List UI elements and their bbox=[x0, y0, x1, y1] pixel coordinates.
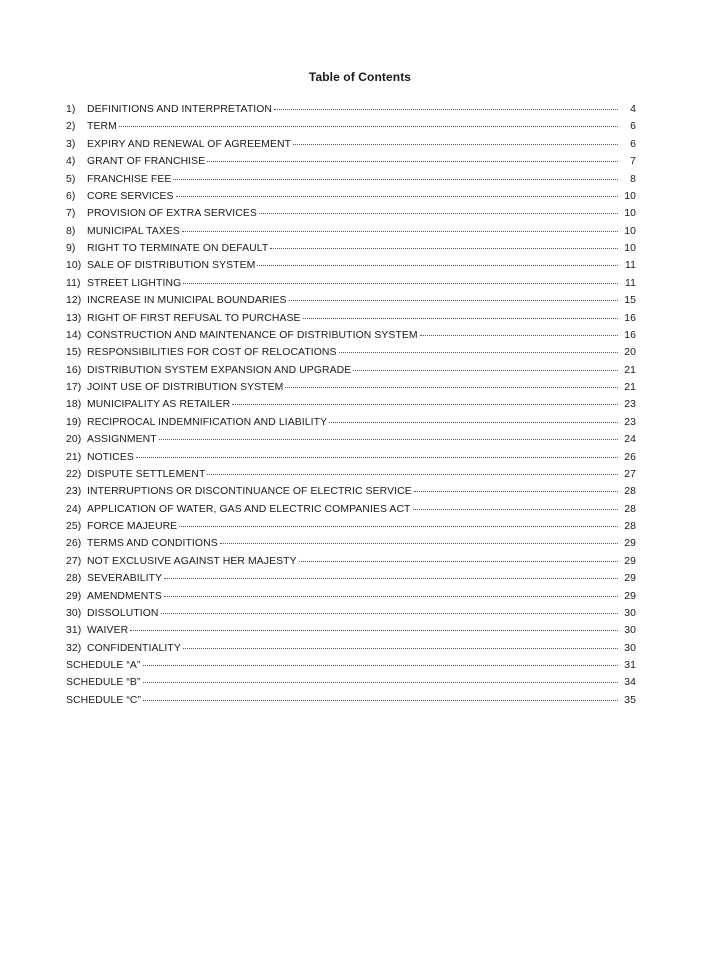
toc-entry-page-number: 29 bbox=[624, 538, 636, 550]
toc-dot-leader bbox=[413, 509, 618, 510]
toc-entry-number: 24) bbox=[66, 503, 82, 515]
toc-entry-number: 23) bbox=[66, 486, 82, 498]
toc-entry[interactable] bbox=[66, 573, 636, 590]
toc-dot-leader bbox=[414, 491, 618, 492]
toc-entry-page-number: 29 bbox=[624, 555, 636, 567]
toc-entry-number: 29) bbox=[66, 590, 82, 602]
toc-entry-number: 27) bbox=[66, 555, 82, 567]
toc-dot-leader bbox=[207, 161, 618, 162]
toc-entry-page-number: 30 bbox=[624, 607, 636, 619]
toc-dot-leader bbox=[420, 335, 618, 336]
toc-dot-leader bbox=[179, 526, 618, 527]
toc-dot-leader bbox=[182, 231, 618, 232]
toc-dot-leader bbox=[176, 196, 618, 197]
toc-entry-page-number: 21 bbox=[624, 382, 636, 393]
toc-entry-title: TERM bbox=[87, 121, 117, 133]
toc-entry-title: FORCE MAJEURE bbox=[87, 521, 178, 532]
toc-entry[interactable] bbox=[66, 434, 636, 451]
toc-dot-leader bbox=[299, 561, 618, 562]
toc-entry[interactable] bbox=[66, 243, 636, 260]
toc-list bbox=[66, 104, 636, 712]
toc-dot-leader bbox=[143, 700, 618, 701]
toc-entry-title: RESPONSIBILITIES FOR COST OF RELOCATIONS bbox=[87, 347, 337, 359]
toc-entry-page-number: 16 bbox=[624, 312, 636, 324]
toc-dot-leader bbox=[136, 457, 618, 458]
toc-entry-number: 18) bbox=[66, 399, 82, 411]
toc-entry[interactable] bbox=[66, 538, 636, 555]
toc-entry-title: RIGHT OF FIRST REFUSAL TO PURCHASE bbox=[87, 312, 301, 324]
toc-entry-title: ASSIGNMENT bbox=[87, 434, 157, 446]
toc-entry-number: 3) bbox=[66, 138, 76, 150]
toc-dot-leader bbox=[274, 109, 618, 110]
toc-entry-title: WAIVER bbox=[87, 625, 129, 637]
toc-entry[interactable] bbox=[66, 226, 636, 243]
toc-entry-number: 19) bbox=[66, 416, 82, 428]
toc-dot-leader bbox=[270, 248, 618, 249]
toc-entry[interactable] bbox=[66, 295, 636, 312]
toc-entry-page-number: 23 bbox=[624, 399, 636, 411]
toc-entry-page-number: 28 bbox=[624, 521, 636, 532]
toc-entry-page-number: 28 bbox=[624, 486, 636, 498]
toc-dot-leader bbox=[303, 318, 618, 319]
toc-entry-number: 8) bbox=[66, 225, 76, 237]
toc-entry-title: RECIPROCAL INDEMNIFICATION AND LIABILITY bbox=[87, 416, 328, 428]
toc-entry[interactable] bbox=[66, 104, 636, 121]
toc-entry-title: EXPIRY AND RENEWAL OF AGREEMENT bbox=[87, 138, 292, 150]
toc-entry-title: INCREASE IN MUNICIPAL BOUNDARIES bbox=[87, 295, 287, 307]
toc-entry-number: 10) bbox=[66, 260, 82, 272]
toc-entry-number: 32) bbox=[66, 642, 82, 654]
toc-entry-title: CORE SERVICES bbox=[87, 190, 174, 202]
toc-entry-number: 22) bbox=[66, 468, 82, 480]
toc-dot-leader bbox=[293, 144, 618, 145]
toc-entry[interactable] bbox=[66, 121, 636, 138]
toc-entry-number: 28) bbox=[66, 573, 82, 585]
toc-entry-page-number: 10 bbox=[624, 208, 636, 220]
toc-entry[interactable] bbox=[66, 365, 636, 382]
toc-entry-number: 2) bbox=[66, 121, 76, 133]
toc-entry-page-number: 16 bbox=[624, 329, 636, 341]
toc-entry-number: 16) bbox=[66, 364, 82, 376]
toc-entry-page-number: 23 bbox=[624, 416, 636, 428]
toc-dot-leader bbox=[207, 474, 618, 475]
toc-entry-page-number: 21 bbox=[624, 364, 636, 376]
toc-entry[interactable] bbox=[66, 156, 636, 173]
toc-entry-number: 6) bbox=[66, 190, 76, 202]
toc-entry[interactable] bbox=[66, 191, 636, 208]
toc-entry[interactable] bbox=[66, 417, 636, 434]
toc-entry-page-number: 10 bbox=[624, 225, 636, 237]
toc-dot-leader bbox=[143, 665, 618, 666]
toc-dot-leader bbox=[119, 126, 618, 127]
toc-entry-title: DISTRIBUTION SYSTEM EXPANSION AND UPGRADE bbox=[87, 364, 352, 376]
toc-entry-title: MUNICIPAL TAXES bbox=[87, 225, 180, 237]
toc-entry[interactable] bbox=[66, 677, 636, 694]
toc-entry-page-number: 10 bbox=[624, 190, 636, 202]
toc-entry-title: SCHEDULE “B” bbox=[66, 677, 141, 689]
toc-entry-page-number: 6 bbox=[630, 121, 636, 133]
toc-entry-number: 7) bbox=[66, 208, 76, 220]
toc-entry-page-number: 11 bbox=[625, 277, 636, 289]
toc-entry-page-number: 30 bbox=[624, 625, 636, 637]
toc-dot-leader bbox=[159, 439, 618, 440]
toc-entry-title: NOT EXCLUSIVE AGAINST HER MAJESTY bbox=[87, 555, 297, 567]
toc-entry[interactable] bbox=[66, 521, 636, 538]
toc-entry-title: JOINT USE OF DISTRIBUTION SYSTEM bbox=[87, 382, 284, 393]
toc-entry[interactable] bbox=[66, 625, 636, 642]
toc-entry-number: 9) bbox=[66, 243, 76, 254]
toc-dot-leader bbox=[353, 370, 618, 371]
toc-entry-title: PROVISION OF EXTRA SERVICES bbox=[87, 208, 257, 220]
toc-entry-title: RIGHT TO TERMINATE ON DEFAULT bbox=[87, 243, 269, 254]
toc-entry-number: 1) bbox=[66, 104, 76, 115]
toc-entry-title: TERMS AND CONDITIONS bbox=[87, 538, 218, 550]
toc-entry[interactable] bbox=[66, 260, 636, 277]
toc-dot-leader bbox=[173, 179, 618, 180]
toc-dot-leader bbox=[259, 213, 618, 214]
toc-entry-page-number: 30 bbox=[624, 642, 636, 654]
toc-dot-leader bbox=[289, 300, 619, 301]
toc-dot-leader bbox=[161, 613, 618, 614]
toc-dot-leader bbox=[232, 404, 618, 405]
toc-entry[interactable] bbox=[66, 486, 636, 503]
toc-entry-title: DEFINITIONS AND INTERPRETATION bbox=[87, 104, 273, 115]
toc-entry[interactable] bbox=[66, 174, 636, 191]
toc-dot-leader bbox=[183, 283, 618, 284]
toc-entry-page-number: 31 bbox=[624, 660, 636, 671]
toc-entry-number: 5) bbox=[66, 173, 76, 185]
toc-entry-number: 21) bbox=[66, 451, 82, 463]
toc-dot-leader bbox=[164, 578, 618, 579]
toc-dot-leader bbox=[143, 682, 618, 683]
toc-entry-page-number: 10 bbox=[624, 243, 636, 254]
toc-entry[interactable] bbox=[66, 330, 636, 347]
toc-entry-page-number: 6 bbox=[630, 138, 636, 150]
toc-entry-title: NOTICES bbox=[87, 451, 134, 463]
toc-entry-title: DISSOLUTION bbox=[87, 607, 159, 619]
toc-dot-leader bbox=[329, 422, 618, 423]
toc-entry-number: 13) bbox=[66, 312, 82, 324]
toc-entry-number: 25) bbox=[66, 521, 82, 532]
toc-entry-number: 20) bbox=[66, 434, 82, 446]
toc-entry[interactable] bbox=[66, 608, 636, 625]
toc-entry[interactable] bbox=[66, 208, 636, 225]
toc-entry-page-number: 7 bbox=[630, 156, 636, 168]
toc-entry-title: STREET LIGHTING bbox=[87, 277, 182, 289]
toc-entry-number: 31) bbox=[66, 625, 82, 637]
toc-dot-leader bbox=[257, 265, 618, 266]
toc-entry-title: CONSTRUCTION AND MAINTENANCE OF DISTRIBUTION SYSTEM bbox=[87, 329, 418, 341]
toc-entry[interactable] bbox=[66, 469, 636, 486]
toc-entry[interactable] bbox=[66, 313, 636, 330]
toc-entry-title: FRANCHISE FEE bbox=[87, 173, 172, 185]
toc-entry-title: SEVERABILITY bbox=[87, 573, 163, 585]
toc-entry-page-number: 27 bbox=[624, 468, 636, 480]
toc-entry-page-number: 26 bbox=[624, 451, 636, 463]
toc-entry[interactable] bbox=[66, 643, 636, 660]
toc-dot-leader bbox=[130, 630, 618, 631]
toc-entry[interactable] bbox=[66, 660, 636, 677]
toc-entry-number: 30) bbox=[66, 607, 82, 619]
toc-entry-title: SALE OF DISTRIBUTION SYSTEM bbox=[87, 260, 256, 272]
toc-entry-page-number: 24 bbox=[624, 434, 636, 446]
toc-entry-title: MUNICIPALITY AS RETAILER bbox=[87, 399, 231, 411]
toc-entry-number: 15) bbox=[66, 347, 82, 359]
toc-entry-title: GRANT OF FRANCHISE bbox=[87, 156, 206, 168]
toc-entry-page-number: 4 bbox=[630, 104, 636, 115]
toc-entry[interactable] bbox=[66, 347, 636, 364]
toc-title: Table of Contents bbox=[308, 70, 412, 84]
toc-entry[interactable] bbox=[66, 399, 636, 416]
toc-entry-page-number: 34 bbox=[624, 677, 636, 689]
toc-dot-leader bbox=[164, 596, 618, 597]
toc-entry-number: 12) bbox=[66, 295, 82, 307]
toc-entry-page-number: 20 bbox=[624, 347, 636, 359]
toc-entry-number: 11) bbox=[66, 277, 81, 289]
toc-dot-leader bbox=[285, 387, 618, 388]
toc-entry-title: APPLICATION OF WATER, GAS AND ELECTRIC COMPANIES ACT bbox=[87, 503, 411, 515]
toc-entry-page-number: 28 bbox=[624, 503, 636, 515]
toc-entry-number: 14) bbox=[66, 329, 82, 341]
toc-entry-page-number: 11 bbox=[625, 260, 636, 272]
toc-entry[interactable] bbox=[66, 695, 636, 712]
toc-entry-title: DISPUTE SETTLEMENT bbox=[87, 468, 206, 480]
toc-entry-title: SCHEDULE “C” bbox=[66, 694, 142, 706]
toc-dot-leader bbox=[339, 352, 618, 353]
toc-dot-leader bbox=[183, 648, 618, 649]
toc-entry-title: CONFIDENTIALITY bbox=[87, 642, 181, 654]
toc-entry[interactable] bbox=[66, 591, 636, 608]
toc-entry[interactable] bbox=[66, 139, 636, 156]
toc-entry-title: SCHEDULE “A” bbox=[66, 660, 141, 671]
toc-entry-page-number: 29 bbox=[624, 573, 636, 585]
toc-entry-page-number: 8 bbox=[630, 173, 636, 185]
toc-entry[interactable] bbox=[66, 504, 636, 521]
toc-dot-leader bbox=[220, 543, 618, 544]
toc-entry-page-number: 15 bbox=[624, 295, 636, 307]
toc-entry-page-number: 29 bbox=[624, 590, 636, 602]
toc-entry-page-number: 35 bbox=[624, 694, 636, 706]
toc-entry[interactable] bbox=[66, 278, 636, 295]
toc-entry[interactable] bbox=[66, 382, 636, 399]
toc-entry-title: AMENDMENTS bbox=[87, 590, 162, 602]
toc-entry-title: INTERRUPTIONS OR DISCONTINUANCE OF ELECTRIC SERVICE bbox=[87, 486, 412, 498]
toc-entry[interactable] bbox=[66, 452, 636, 469]
toc-entry[interactable] bbox=[66, 556, 636, 573]
toc-entry-number: 4) bbox=[66, 156, 76, 168]
toc-entry-number: 26) bbox=[66, 538, 82, 550]
toc-entry-number: 17) bbox=[66, 382, 82, 393]
